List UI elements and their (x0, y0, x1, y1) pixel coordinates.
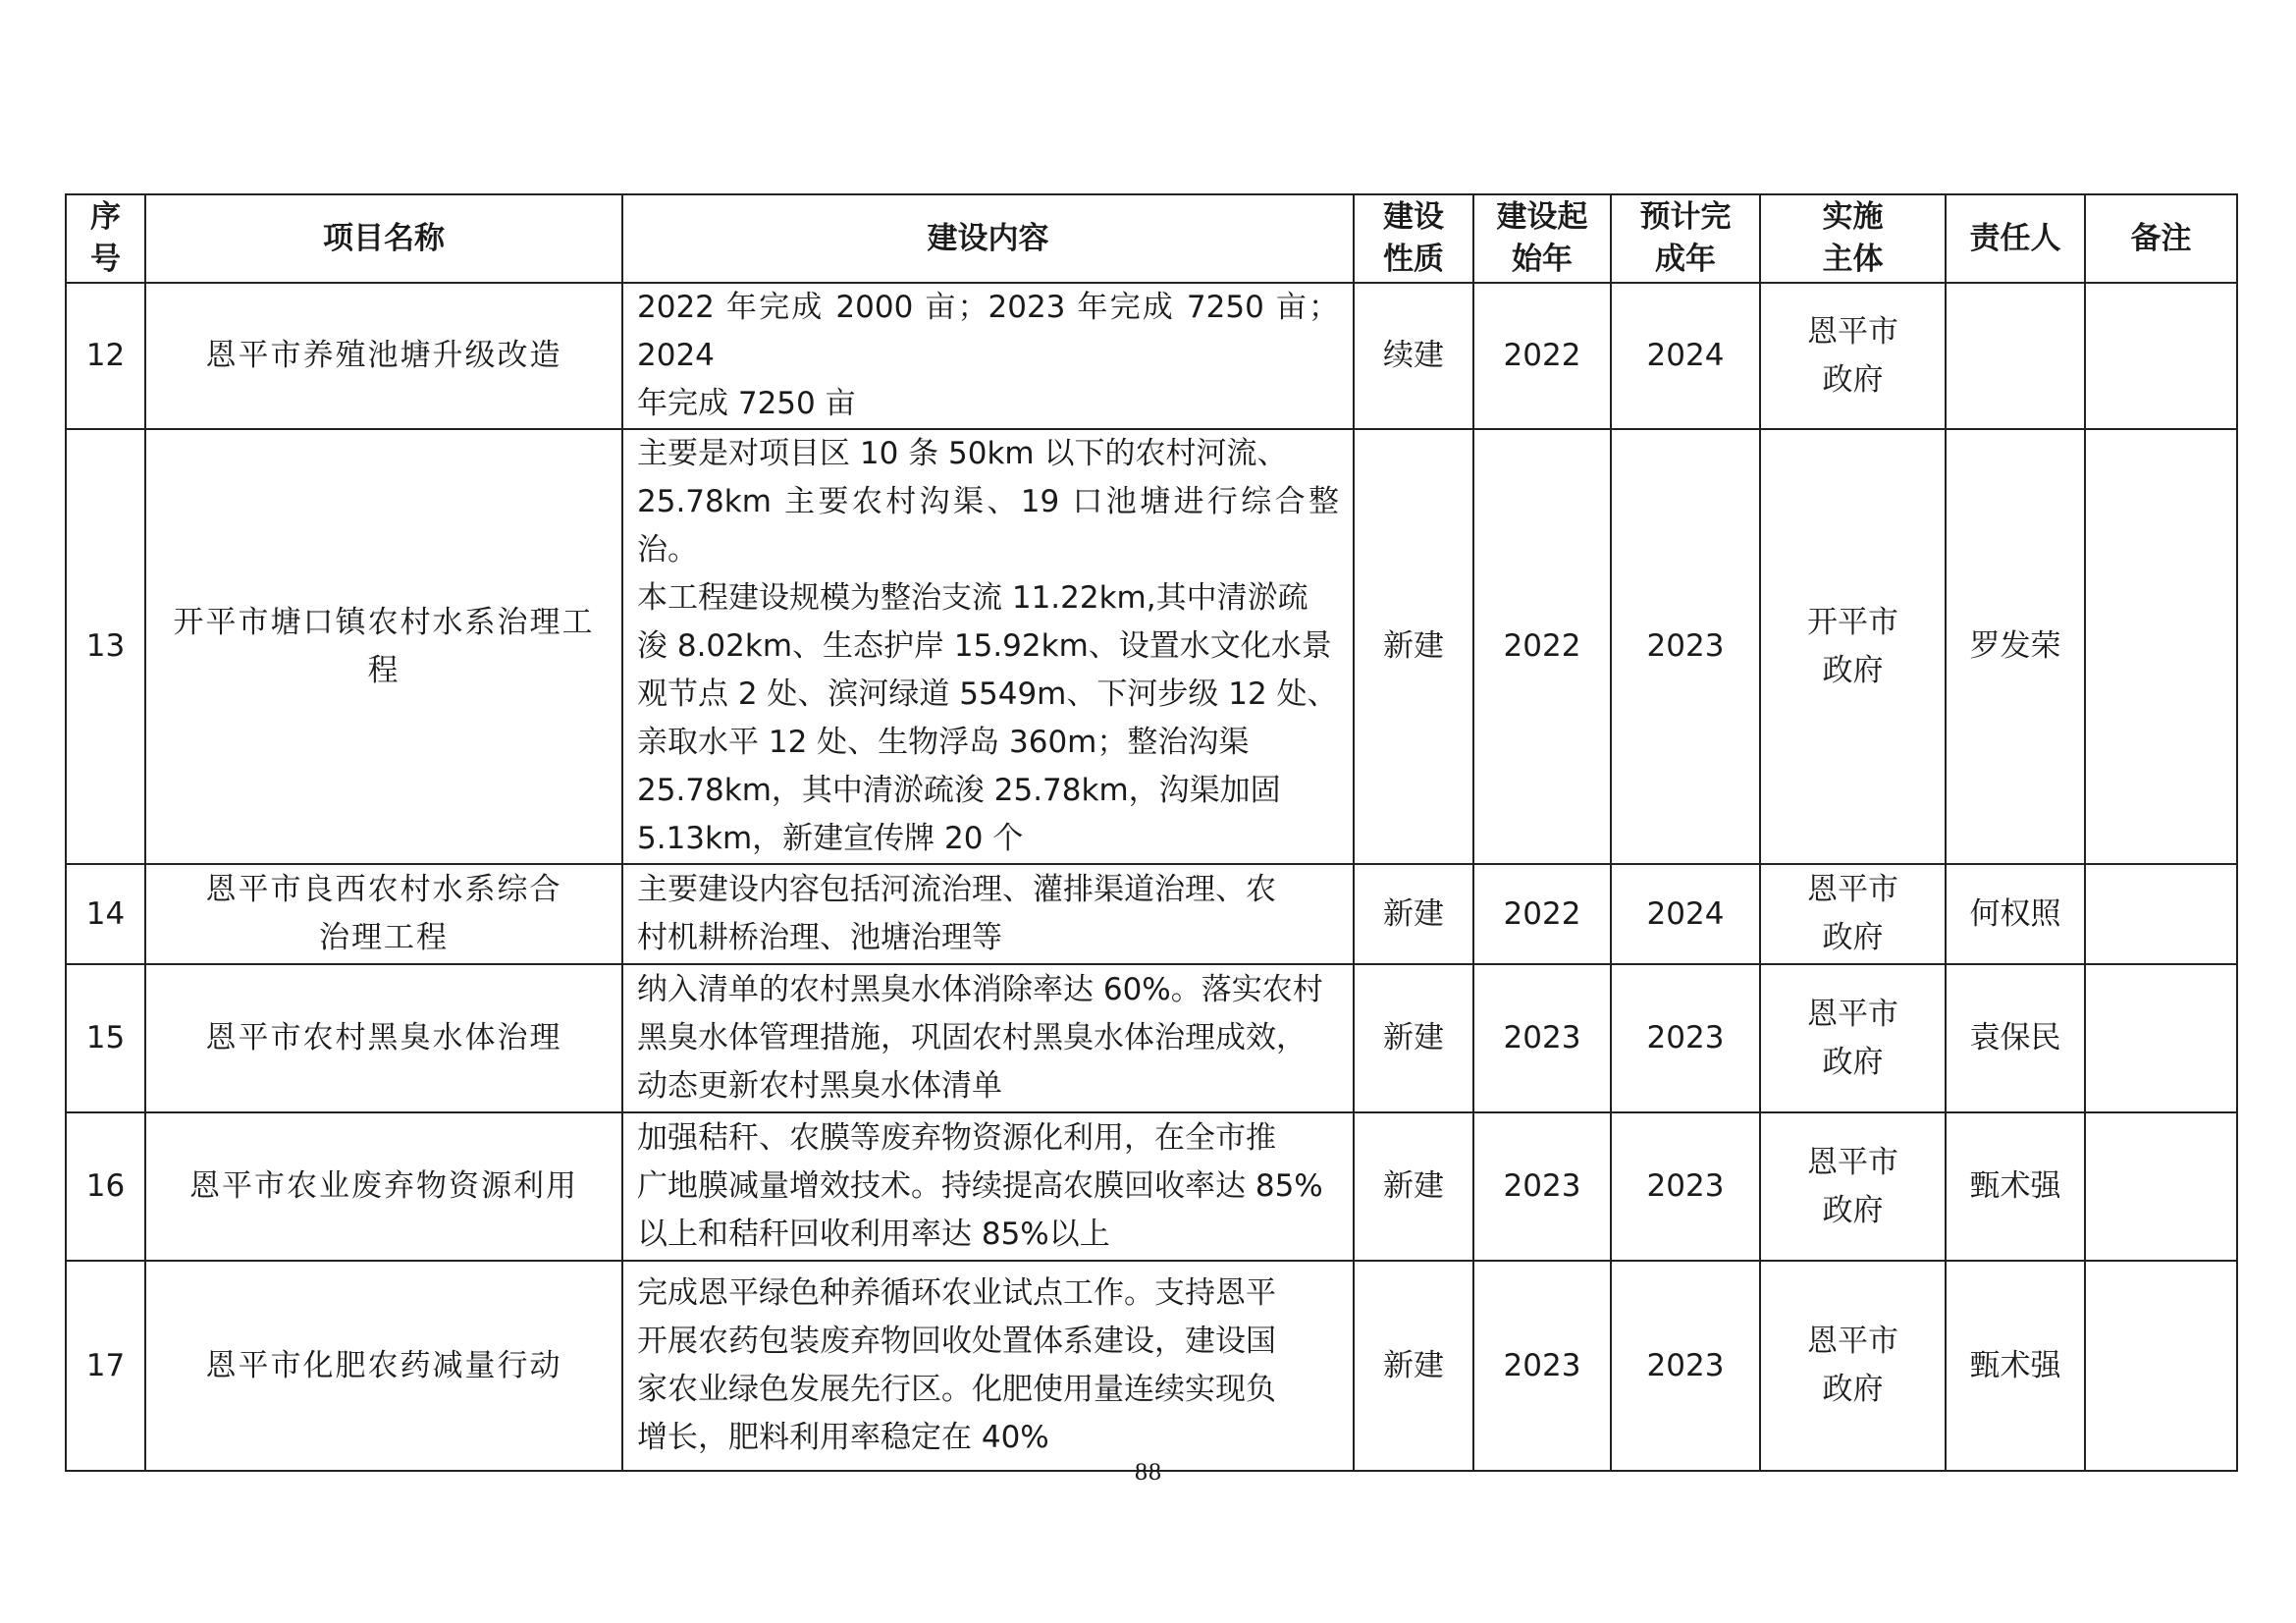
row-remark (2085, 964, 2237, 1112)
header-name: 项目名称 (145, 194, 622, 283)
row-end-year: 2024 (1611, 864, 1760, 964)
row-remark (2085, 864, 2237, 964)
table-row (66, 964, 2237, 1112)
row-owner: 何权照 (1946, 864, 2085, 964)
row-remark (2085, 1112, 2237, 1261)
row-entity: 恩平市 政府 (1760, 283, 1946, 429)
row-content: 完成恩平绿色种养循环农业试点工作。支持恩平 开展农药包装废弃物回收处置体系建设，建设国 家农业绿色发展先行区。化肥使用量连续实现负 增长，肥料利用率稳定在 40% (622, 1261, 1354, 1471)
row-project-name: 开平市塘口镇农村水系治理工 程 (145, 429, 622, 864)
header-remark: 备注 (2085, 194, 2237, 283)
row-end-year: 2023 (1611, 1112, 1760, 1261)
row-start-year: 2022 (1473, 283, 1611, 429)
row-index: 16 (66, 1112, 145, 1261)
project-table (65, 193, 2238, 1472)
row-owner: 罗发荣 (1946, 429, 2085, 864)
row-start-year: 2022 (1473, 429, 1611, 864)
row-index: 14 (66, 864, 145, 964)
row-owner: 甄术强 (1946, 1112, 2085, 1261)
row-index: 15 (66, 964, 145, 1112)
header-owner: 责任人 (1946, 194, 2085, 283)
page-number: 88 (1134, 1461, 1162, 1486)
row-nature: 新建 (1354, 1261, 1473, 1471)
row-start-year: 2023 (1473, 1112, 1611, 1261)
row-index: 17 (66, 1261, 145, 1471)
row-entity: 开平市 政府 (1760, 429, 1946, 864)
table-row (66, 283, 2237, 429)
row-project-name: 恩平市农业废弃物资源利用 (145, 1112, 622, 1261)
row-entity: 恩平市 政府 (1760, 1261, 1946, 1471)
row-owner: 袁保民 (1946, 964, 2085, 1112)
row-end-year: 2023 (1611, 964, 1760, 1112)
row-owner (1946, 283, 2085, 429)
row-entity: 恩平市 政府 (1760, 1112, 1946, 1261)
row-content: 主要是对项目区 10 条 50km 以下的农村河流、 25.78km 主要农村沟渠、19 口池塘进行综合整治。 本工程建设规模为整治支流 11.22km,其中清淤疏 浚 8.02km、生态护岸 15.92km、设置水文化水景 观节点 2 处、滨河绿道 5549m、下河步级 12 处、 亲取水平 12 处、生物浮岛 360m；整治沟渠 25.78km，其中清淤疏浚 25.78km，沟渠加固 5.13km，新建宣传牌 20 个 (622, 429, 1354, 864)
row-nature: 新建 (1354, 864, 1473, 964)
header-index: 序 号 (66, 194, 145, 283)
row-owner: 甄术强 (1946, 1261, 2085, 1471)
row-content: 2022 年完成 2000 亩；2023 年完成 7250 亩；2024 年完成 7250 亩 (622, 283, 1354, 429)
row-remark (2085, 429, 2237, 864)
header-end-year: 预计完 成年 (1611, 194, 1760, 283)
row-end-year: 2023 (1611, 429, 1760, 864)
row-content: 主要建设内容包括河流治理、灌排渠道治理、农 村机耕桥治理、池塘治理等 (622, 864, 1354, 964)
row-entity: 恩平市 政府 (1760, 864, 1946, 964)
row-nature: 新建 (1354, 1112, 1473, 1261)
row-index: 12 (66, 283, 145, 429)
table-row (66, 1112, 2237, 1261)
row-remark (2085, 1261, 2237, 1471)
row-project-name: 恩平市农村黑臭水体治理 (145, 964, 622, 1112)
row-start-year: 2023 (1473, 1261, 1611, 1471)
row-project-name: 恩平市良西农村水系综合 治理工程 (145, 864, 622, 964)
row-content: 纳入清单的农村黑臭水体消除率达 60%。落实农村 黑臭水体管理措施，巩固农村黑臭水体治理成效， 动态更新农村黑臭水体清单 (622, 964, 1354, 1112)
row-content: 加强秸秆、农膜等废弃物资源化利用，在全市推 广地膜减量增效技术。持续提高农膜回收率达 85% 以上和秸秆回收利用率达 85%以上 (622, 1112, 1354, 1261)
row-index: 13 (66, 429, 145, 864)
row-nature: 续建 (1354, 283, 1473, 429)
row-remark (2085, 283, 2237, 429)
row-start-year: 2023 (1473, 964, 1611, 1112)
row-nature: 新建 (1354, 964, 1473, 1112)
table-row (66, 429, 2237, 864)
table-row (66, 1261, 2237, 1471)
table-header-row (66, 194, 2237, 283)
row-project-name: 恩平市养殖池塘升级改造 (145, 283, 622, 429)
header-nature: 建设 性质 (1354, 194, 1473, 283)
row-entity: 恩平市 政府 (1760, 964, 1946, 1112)
row-project-name: 恩平市化肥农药减量行动 (145, 1261, 622, 1471)
row-end-year: 2024 (1611, 283, 1760, 429)
header-start-year: 建设起 始年 (1473, 194, 1611, 283)
row-start-year: 2022 (1473, 864, 1611, 964)
row-nature: 新建 (1354, 429, 1473, 864)
table-row (66, 864, 2237, 964)
header-content: 建设内容 (622, 194, 1354, 283)
row-end-year: 2023 (1611, 1261, 1760, 1471)
header-entity: 实施 主体 (1760, 194, 1946, 283)
